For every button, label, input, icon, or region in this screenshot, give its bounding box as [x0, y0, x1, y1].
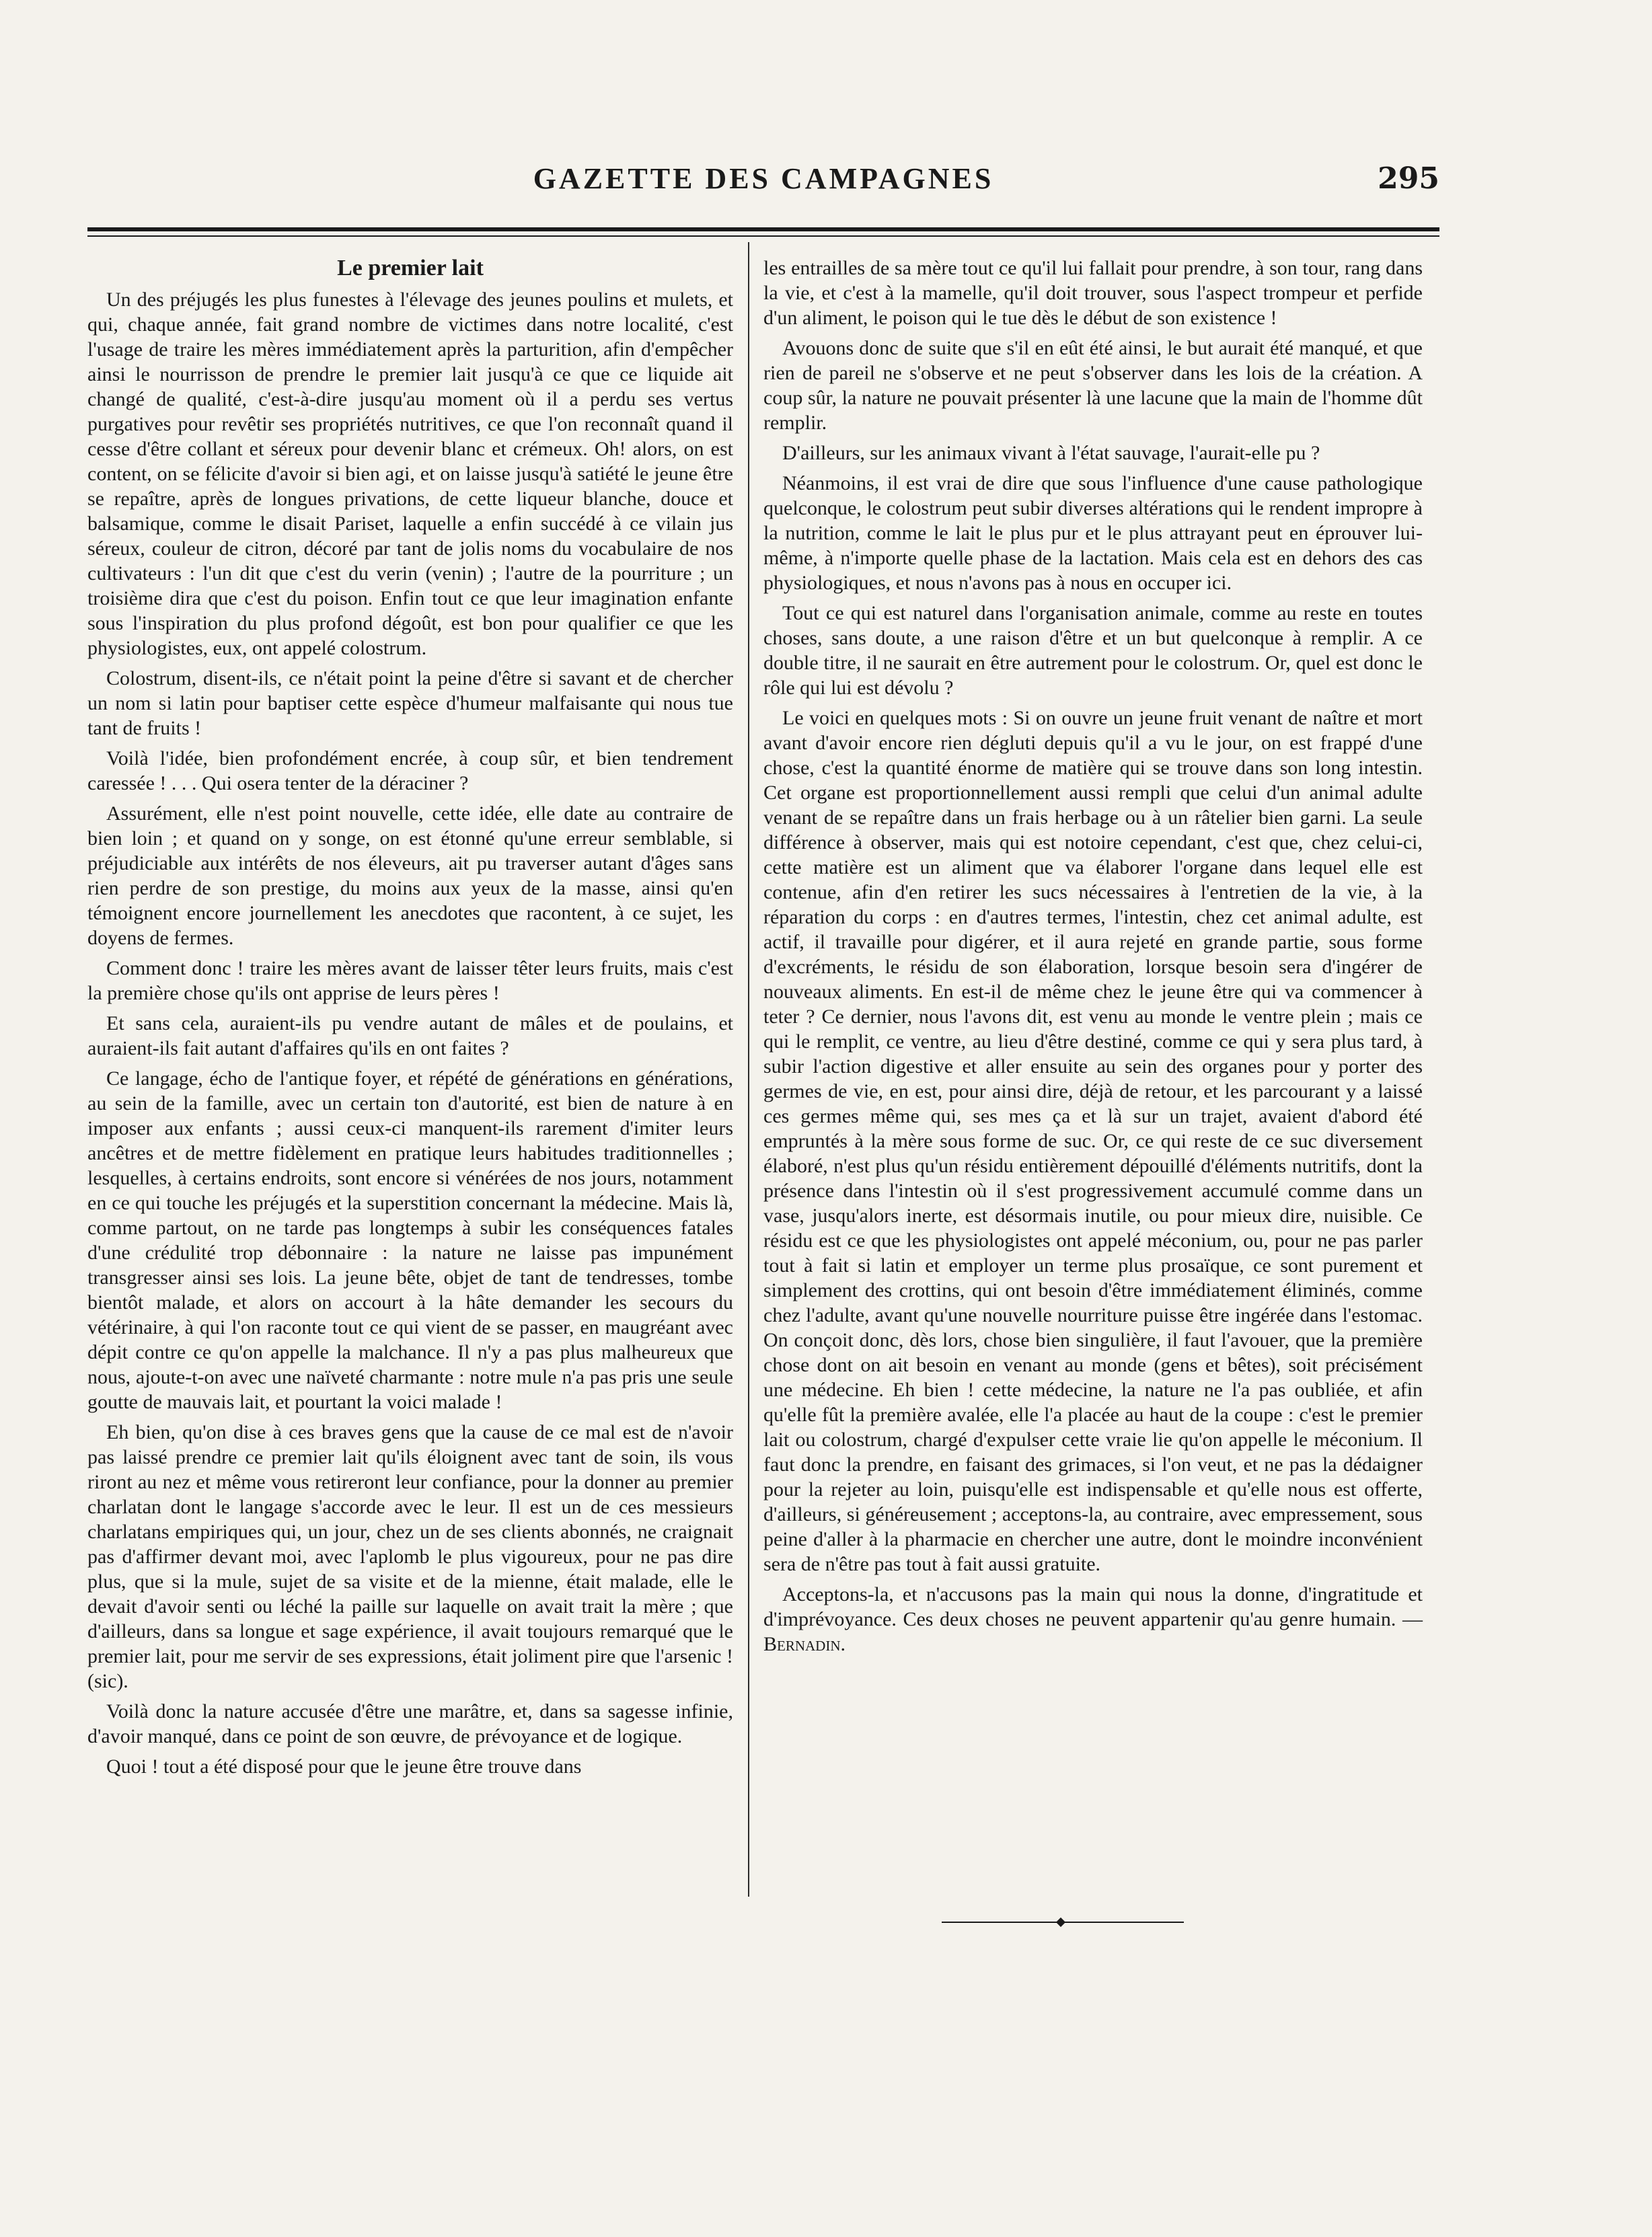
- article-title: Le premier lait: [337, 256, 484, 280]
- paragraph: Le voici en quelques mots : Si on ouvre un jeune fruit venant de naître et mort avant d'avoir encore rien dégluti depuis qu'il a vu le jour, on est frappé d'une chose, c'est la quantité énorme de matière qui se trouve dans son long intestin. Cet organe est proportionnellement aussi rempli que celui d'un animal adulte venant de se repaître dans un frais herbage ou à un râtelier bien garni. La seule différence à observer, mais qui est notoire cependant, c'est que, chez celui-ci, cette matière est un aliment que va élaborer l'organe dans lequel elle est contenue, afin d'en retirer les sucs nécessaires à l'entretien de la vie, à la réparation du corps : en d'autres termes, l'intestin, chez cet animal adulte, est actif, il travaille pour digérer, et il aura rejeté en grande partie, sous forme d'excréments, le résidu de son élaboration, lorsque besoin sera d'ingérer de nouveaux aliments. En est-il de même chez le jeune être qui va commencer à teter ? Ce dernier, nous l'avons dit, est venu au monde le ventre plein ; mais ce qui le remplit, ce ventre, au lieu d'être destiné, comme ce qui y sera plus tard, à subir l'action digestive et aller ensuite au sein des organes pour y porter des germes de vie, en est, pour ainsi dire, déjà de retour, et les parcourant y a laissé ces germes même qui, ses mes ça et là sur un trajet, avaient d'abord été empruntés à la mère sous forme de suc. Or, ce qui reste de ce suc diversement élaboré, n'est plus qu'un résidu entièrement dépouillé d'éléments nutritifs, dont la présence dans l'intestin où il s'est progressivement accumulé comme dans un vase, jusqu'alors inerte, est désormais inutile, ou pour mieux dire, nuisible. Ce résidu est ce que les physiologistes ont appelé méconium, ou, pour ne pas parler tout à fait si latin et employer un terme plus prosaïque, ce sont purement et simplement des crottins, qui ont besoin d'être immédiatement éliminés, comme chez l'adulte, avant qu'une nouvelle nourriture puisse être ingérée dans l'estomac. On conçoit donc, dès lors, chose bien singulière, il faut l'avouer, que la première chose dont on ait besoin en venant au monde (gens et bêtes), soit précisément une médecine. Eh bien ! cette médecine, la nature ne l'a pas oubliée, et afin qu'elle fût la première avalée, elle l'a placée au haut de la coupe : c'est le premier lait ou colostrum, chargé d'expulser cette vraie lie qu'on appelle le méconium. Il faut donc la prendre, en faisant des grimaces, si l'on veut, et ne pas la dédaigner pour la rejeter au loin, puisqu'elle est indispensable et qu'elle nous est offerte, d'ailleurs, si généreusement ; acceptons-la, au contraire, avec empressement, sous peine d'aller à la pharmacie en chercher une autre, dont le moindre inconvénient sera de n'être pas tout à fait aussi gratuite.: [763, 707, 1423, 1575]
- paragraph: D'ailleurs, sur les animaux vivant à l'état sauvage, l'aurait-elle pu ?: [782, 442, 1320, 464]
- paragraph: Quoi ! tout a été disposé pour que le jeune être trouve dans: [106, 1755, 582, 1778]
- paragraph: Colostrum, disent-ils, ce n'était point la peine d'être si savant et de chercher un nom si latin pour baptiser cette espèce d'humeur malfaisante qui nous tue tant de fruits !: [87, 667, 733, 739]
- paragraph-text: Acceptons-la, et n'accusons pas la main qui nous la donne, d'ingratitude et d'imprévoyance. Ces deux choses ne peuvent appartenir qu'au genre humain.: [763, 1583, 1423, 1630]
- paragraph: Un des préjugés les plus funestes à l'élevage des jeunes poulins et mulets, et qui, chaque année, fait grand nombre de victimes dans notre localité, c'est l'usage de traire les mères immédiatement après la parturition, afin d'empêcher ainsi le nourrisson de prendre le premier lait jusqu'à ce que ce liquide ait changé de qualité, c'est-à-dire jusqu'au moment où il a perdu ses vertus purgatives pour revêtir ses propriétés nutritives, ce que l'on reconnaît quand il cesse d'être collant et séreux pour devenir blanc et crémeux. Oh! alors, on est content, on se félicite d'avoir si bien agi, et on laisse jusqu'à satiété le jeune être se repaître, après de longues privations, de cette liqueur blanche, douce et balsamique, comme le disait Pariset, laquelle a enfin succédé à ce vilain jus séreux, couleur de citron, décoré par tant de jolis noms du vocabulaire de nos cultivateurs : l'un dit que c'est du verin (venin) ; l'autre de la pourriture ; un troisième dira que c'est du poison. Enfin tout ce que leur imagination enfante sous l'inspiration du plus profond dégoût, est bon pour qualifier ce que les physiologistes, eux, ont appelé colostrum.: [87, 289, 733, 659]
- ornament-diamond: [1056, 1918, 1065, 1927]
- right-column: [763, 256, 1423, 1662]
- paragraph: Voilà l'idée, bien profondément encrée, à coup sûr, et bien tendrement caressée ! . . . Qui osera tenter de la déraciner ?: [87, 747, 733, 794]
- paragraph: Tout ce qui est naturel dans l'organisation animale, comme au reste en toutes choses, sans doute, a une raison d'être et un but quelconque à remplir. A ce double titre, il ne saurait en être autrement pour le colostrum. Or, quel est donc le rôle qui lui est dévolu ?: [763, 602, 1423, 699]
- page-number: 295: [1378, 161, 1439, 196]
- end-ornament: [942, 1919, 1184, 1926]
- paragraph: Comment donc ! traire les mères avant de laisser têter leurs fruits, mais c'est la première chose qu'ils ont apprise de leurs pères !: [87, 957, 733, 1004]
- paragraph: Assurément, elle n'est point nouvelle, cette idée, elle date au contraire de bien loin ; et quand on y songe, on est étonné qu'une erreur semblable, si préjudiciable aux intérêts de nos éleveurs, ait pu traverser autant d'âges sans rien perdre de son prestige, du moins aux yeux de la masse, ainsi qu'en témoignent encore journellement les anecdotes que racontent, à ce sujet, les doyens de fermes.: [87, 802, 733, 949]
- paragraph: Voilà donc la nature accusée d'être une marâtre, et, dans sa sagesse infinie, d'avoir manqué, dans ce point de son œuvre, de prévoyance et de logique.: [87, 1700, 733, 1747]
- paragraph: Néanmoins, il est vrai de dire que sous l'influence d'une cause pathologique quelconque, le colostrum peut subir diverses altérations qui le rendent impropre à la nutrition, comme le lait le plus pur et le plus attrayant peut en éprouver lui-même, à n'importe quelle phase de la lactation. Mais cela est en dehors des cas physiologiques, et nous n'avons pas à nous en occuper ici.: [763, 472, 1423, 594]
- paragraph: les entrailles de sa mère tout ce qu'il lui fallait pour prendre, à son tour, rang dans la vie, et c'est à la mamelle, qu'il doit trouver, sous l'aspect trompeur et perfide d'un aliment, le poison qui le tue dès le début de son existence !: [763, 257, 1423, 329]
- paragraph: Et sans cela, auraient-ils pu vendre autant de mâles et de poulains, et auraient-ils fait autant d'affaires qu'ils en ont faites ?: [87, 1012, 733, 1059]
- page-header: [87, 161, 1439, 202]
- paragraph: Ce langage, écho de l'antique foyer, et répété de générations en générations, au sein de la famille, avec un certain ton d'autorité, est bien de nature à en imposer aux enfants ; aussi ceux-ci manquent-ils rarement d'imiter leurs ancêtres et de mettre fidèlement en pratique leurs habitudes traditionnelles ; lesquelles, à certains endroits, sont encore si vénérées de nos jours, notamment en ce qui touche les préjugés et la superstition concernant la médecine. Mais là, comme partout, on ne tarde pas longtemps à subir les conséquences fatales d'une crédulité trop débonnaire : la nature ne laisse pas impunément transgresser ainsi ses lois. La jeune bête, objet de tant de tendresses, tombe bientôt malade, et alors on accourt à la hâte demander les secours du vétérinaire, à qui l'on raconte tout ce qui vient de se passer, en maugréant avec dépit contre ce qu'on appelle la malchance. Il n'y a pas plus malheureux que nous, ajoute-t-on avec une naïveté charmante : notre mule n'a pas pris une seule goutte de mauvais lait, et pourtant la voici malade !: [87, 1067, 733, 1413]
- column-divider: [748, 242, 749, 1897]
- newspaper-title: GAZETTE DES CAMPAGNES: [533, 162, 994, 195]
- paragraph-final: [763, 1582, 1423, 1657]
- header-rule-thick: [87, 227, 1439, 231]
- paragraph: Eh bien, qu'on dise à ces braves gens que la cause de ce mal est de n'avoir pas laissé prendre ce premier lait qu'ils éloignent avec tant de soin, ils vous riront au nez et même vous retireront leur confiance, pour la donner au premier charlatan dont le langage s'accorde avec le leur. Il est un de ces messieurs charlatans empiriques qui, un jour, chez un de ses clients abonnés, ne craignait pas d'affirmer devant moi, avec l'aplomb le plus vigoureux, pour ne pas dire plus, que si la mule, sujet de sa visite et de la mienne, était malade, elle le devait d'avoir senti ou léché la paille sur laquelle on avait trait la mère ; que d'ailleurs, dans sa longue et sage expérience, il avait toujours remarqué que le premier lait, pour me servir de ses expressions, était joliment pire que l'arsenic ! (sic).: [87, 1421, 733, 1692]
- header-rule-thin: [87, 235, 1439, 237]
- author-signature: — Bernadin.: [763, 1608, 1423, 1655]
- paragraph: Avouons donc de suite que s'il en eût été ainsi, le but aurait été manqué, et que rien de pareil ne s'observe et ne peut s'observer dans les lois de la création. A coup sûr, la nature ne pouvait présenter là une lacune que la main de l'homme dût remplir.: [763, 337, 1423, 434]
- left-column: [87, 256, 733, 1784]
